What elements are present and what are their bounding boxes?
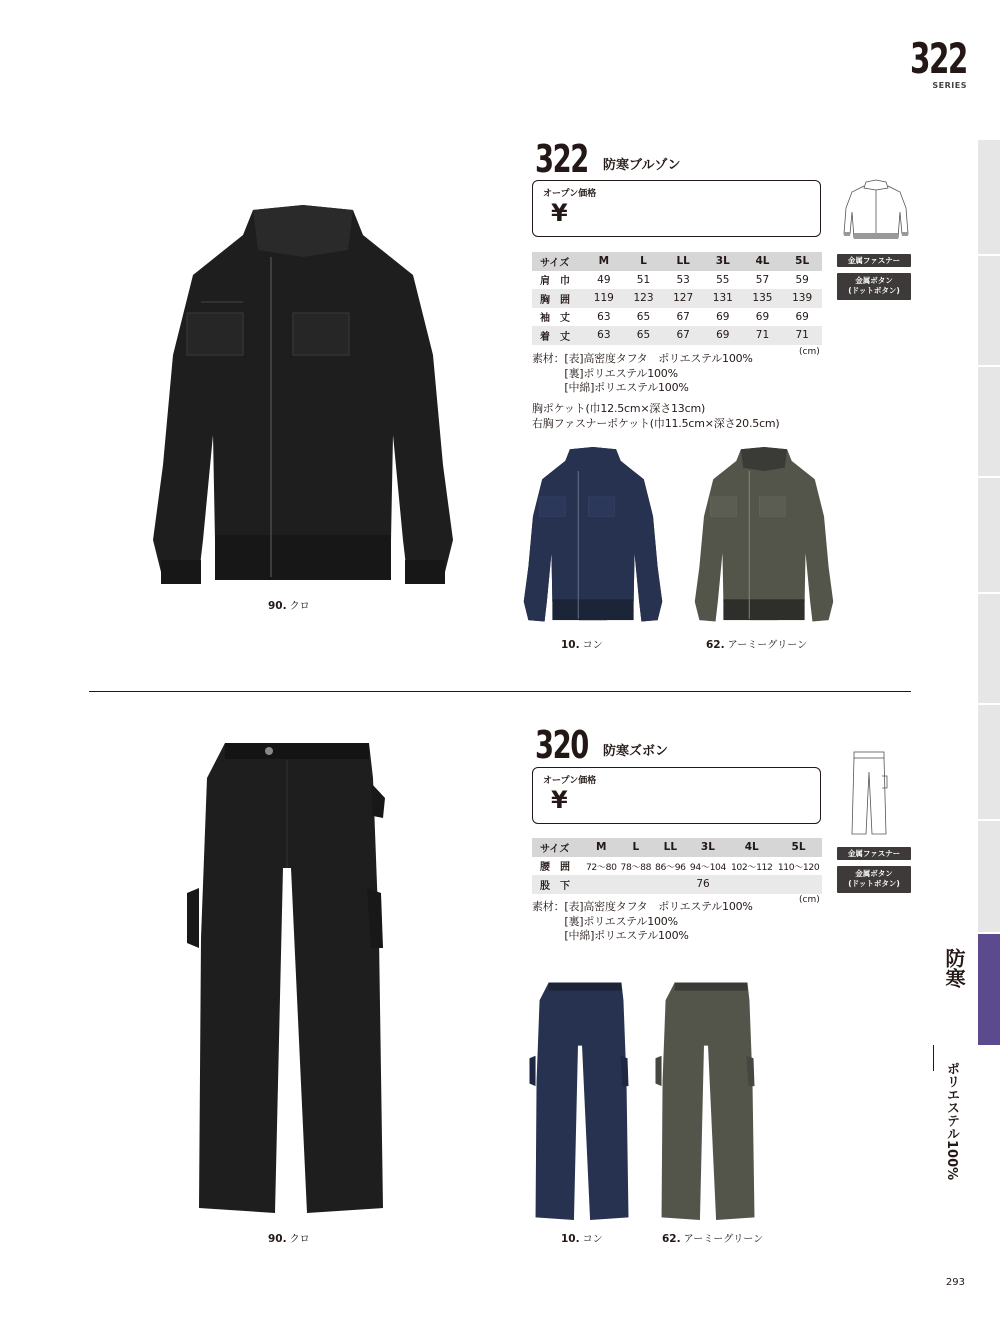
table-row — [532, 308, 822, 327]
series-word: SERIES — [932, 81, 967, 90]
table-cell: 72〜80 — [584, 857, 619, 876]
table-cell: 肩 巾 — [540, 276, 570, 288]
table-cell: 67 — [663, 326, 703, 345]
table-cell: 袖 丈 — [540, 313, 570, 325]
price-symbol: ¥ — [551, 199, 568, 227]
price-box — [532, 180, 821, 237]
side-tab[interactable] — [978, 256, 1000, 366]
table-row — [532, 857, 822, 876]
page-number: 293 — [945, 1277, 965, 1288]
unit-label: (cm) — [799, 347, 820, 357]
table-cell: 65 — [624, 326, 664, 345]
table-cell: 65 — [636, 310, 651, 323]
table-header: M — [584, 838, 619, 857]
color-caption: 62. アーミーグリーン — [706, 639, 808, 651]
size-table — [532, 252, 822, 345]
table-row — [532, 838, 822, 857]
section-divider — [89, 691, 911, 692]
table-header: L — [624, 252, 664, 271]
badge-metal-zipper: 金属ファスナー — [837, 254, 911, 267]
table-header: 5L — [782, 252, 822, 271]
table-cell: 102〜112 — [728, 857, 775, 876]
table-cell: 69 — [755, 310, 770, 323]
table-cell: 49 — [597, 273, 611, 286]
table-header: 5L — [775, 838, 822, 857]
table-cell: 55 — [716, 273, 730, 286]
unit-label: (cm) — [799, 895, 820, 905]
table-cell: 胸 囲 — [532, 289, 584, 308]
product-number: 320 — [535, 723, 588, 767]
badge-metal-zipper: 金属ファスナー — [837, 847, 911, 860]
table-header: サイズ — [532, 838, 584, 857]
table-row — [532, 326, 822, 345]
price-box — [532, 767, 821, 824]
table-row — [532, 271, 822, 290]
table-cell: 86〜96 — [653, 857, 688, 876]
table-cell: 69 — [716, 310, 730, 323]
side-tab[interactable] — [978, 821, 1000, 933]
price-symbol: ¥ — [551, 786, 568, 814]
table-cell: 71 — [743, 326, 783, 345]
table-cell: 76 — [584, 875, 822, 894]
product-name: 防寒ズボン — [603, 744, 669, 759]
series-number: 322 — [910, 34, 967, 83]
color-caption: 90. クロ — [268, 600, 310, 612]
table-header: 4L — [728, 838, 775, 857]
product-number: 322 — [535, 137, 588, 181]
jacket-line-drawing-icon — [840, 178, 912, 246]
side-tab[interactable] — [978, 140, 1000, 255]
table-row — [532, 289, 822, 308]
table-header: LL — [653, 838, 688, 857]
table-cell: 135 — [743, 289, 783, 308]
table-cell: 69 — [703, 326, 743, 345]
table-header: サイズ — [532, 252, 584, 271]
material-spec: 素材：[表]高密度タフタ ポリエステル100% [裏]ポリエステル100% [中綿]ポリエステル100% — [532, 352, 753, 394]
table-cell: 63 — [584, 326, 624, 345]
table-cell: 59 — [795, 273, 809, 286]
table-cell: 股 下 — [532, 875, 584, 894]
table-cell: 139 — [782, 289, 822, 308]
material-spec: 素材：[表]高密度タフタ ポリエステル100% [裏]ポリエステル100% [中綿]ポリエステル100% — [532, 900, 753, 942]
table-cell: 110〜120 — [775, 857, 822, 876]
pants-photo-black — [187, 738, 387, 1223]
table-cell: 51 — [636, 273, 651, 286]
color-caption: 62. アーミーグリーン — [662, 1233, 764, 1245]
badge-metal-button: 金属ボタン (ドットボタン) — [837, 866, 911, 893]
color-caption: 10. コン — [561, 639, 603, 651]
table-cell: 53 — [676, 273, 690, 286]
price-label: オープン価格 — [543, 189, 597, 199]
color-caption: 90. クロ — [268, 1233, 310, 1245]
table-cell: 131 — [703, 289, 743, 308]
side-divider — [933, 1045, 934, 1071]
size-table — [532, 838, 822, 894]
table-cell: 123 — [624, 289, 664, 308]
table-header: LL — [663, 252, 703, 271]
pants-line-drawing-icon — [848, 750, 890, 836]
table-header: M — [584, 252, 624, 271]
pants-photo-navy — [526, 980, 634, 1225]
table-row — [532, 252, 822, 271]
pants-photo-army-green — [652, 980, 760, 1225]
side-tab-active[interactable] — [978, 934, 1000, 1046]
jacket-photo-black — [143, 205, 463, 595]
table-cell: 69 — [795, 310, 809, 323]
color-caption: 10. コン — [561, 1233, 603, 1245]
table-header: 4L — [743, 252, 783, 271]
table-cell: 腰 囲 — [532, 857, 584, 876]
side-tab[interactable] — [978, 705, 1000, 820]
jacket-photo-army-green — [684, 447, 844, 627]
table-cell: 94〜104 — [688, 857, 729, 876]
table-cell: 127 — [663, 289, 703, 308]
side-tab[interactable] — [978, 594, 1000, 704]
product-name: 防寒ブルゾン — [603, 158, 681, 173]
table-row — [532, 875, 822, 894]
category-label: 防寒 — [942, 948, 966, 988]
table-cell: 67 — [676, 310, 690, 323]
table-cell: 57 — [755, 273, 770, 286]
badge-metal-button: 金属ボタン (ドットボタン) — [837, 273, 911, 300]
pocket-spec: 胸ポケット(巾12.5cm×深さ13cm) 右胸ファスナーポケット(巾11.5cm×深さ20.5cm) — [532, 402, 780, 430]
table-header: 3L — [688, 838, 729, 857]
side-tab[interactable] — [978, 367, 1000, 477]
table-cell: 71 — [782, 326, 822, 345]
side-tab[interactable] — [978, 478, 1000, 593]
table-cell: 63 — [597, 310, 611, 323]
table-cell: 119 — [584, 289, 624, 308]
table-header: 3L — [703, 252, 743, 271]
table-cell: 78〜88 — [619, 857, 654, 876]
jacket-photo-navy — [513, 447, 673, 627]
price-label: オープン価格 — [543, 776, 597, 786]
table-cell: 着 丈 — [532, 326, 584, 345]
table-header: L — [619, 838, 654, 857]
material-label: ポリエステル100% — [944, 1062, 959, 1181]
